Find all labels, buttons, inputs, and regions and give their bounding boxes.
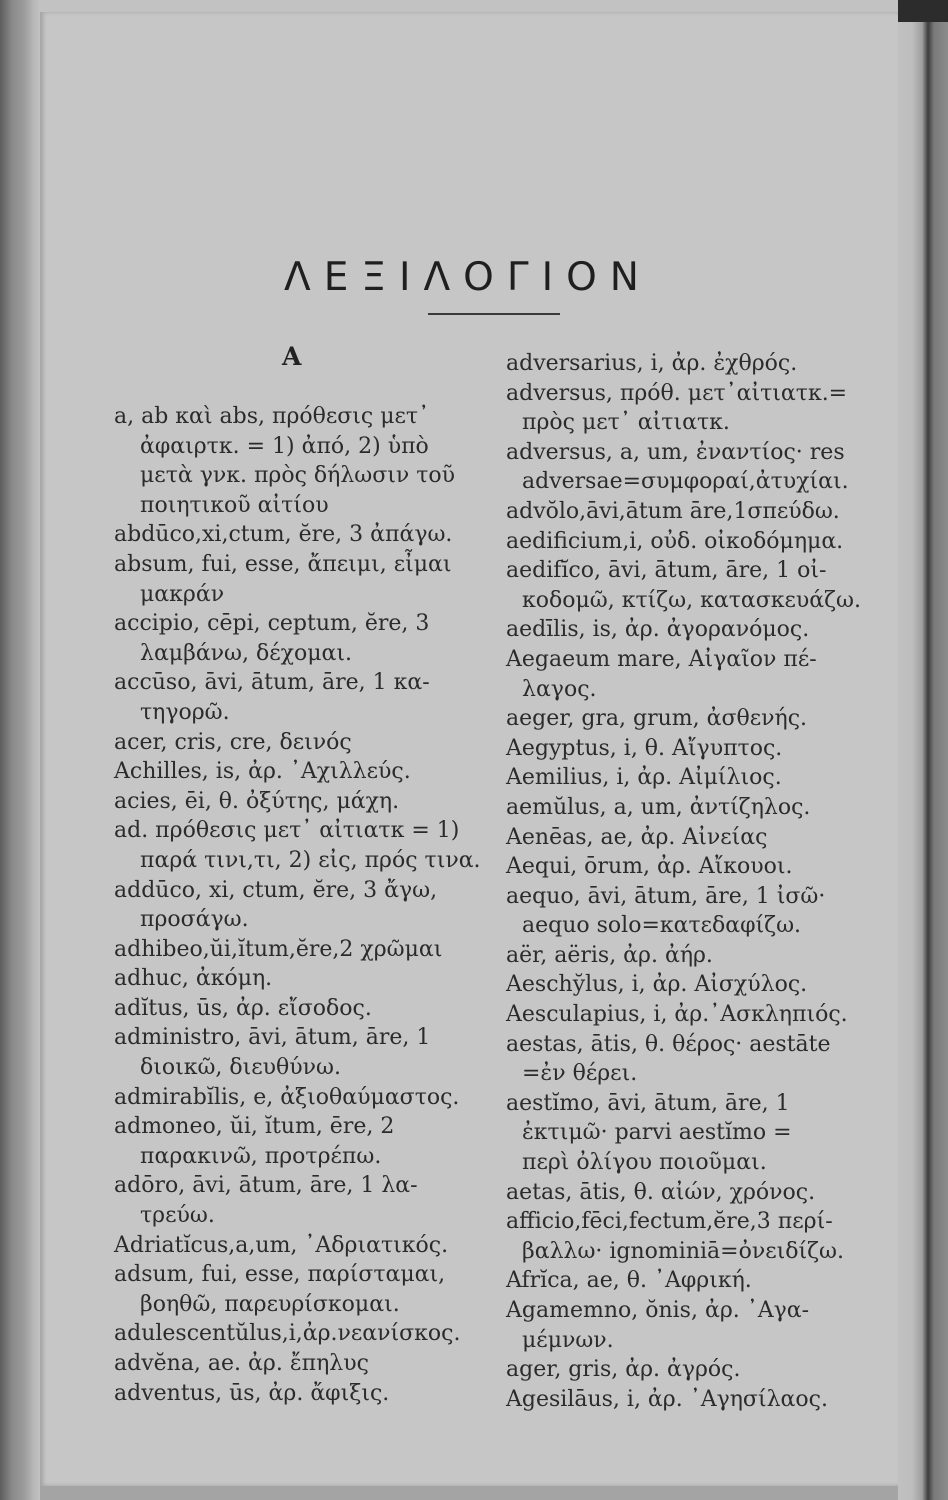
dictionary-entry	[114, 876, 480, 935]
entry-headword-line: Afrĭca, ae, θ. ᾽Αφρική.	[506, 1268, 752, 1294]
entry-headword-line: advŏlo,āvi,ātum āre,1σπεύδω.	[506, 498, 840, 524]
dictionary-entry	[506, 1296, 866, 1355]
dictionary-entry	[506, 734, 866, 764]
entry-headword-line: adĭtus, ūs, ἀρ. εἴσοδος.	[114, 995, 372, 1021]
dictionary-entry	[114, 994, 480, 1024]
entry-continuation-line: τρεύω.	[140, 1203, 215, 1229]
dictionary-entry	[114, 757, 480, 787]
left-column	[114, 402, 480, 1408]
dictionary-entry	[114, 520, 480, 550]
page-title: ΛΕΞΙΛΟΓΙΟΝ	[284, 255, 652, 300]
dictionary-entry	[114, 1231, 480, 1261]
dictionary-entry	[506, 349, 866, 379]
entry-continuation-line: λαγος.	[522, 676, 597, 702]
dictionary-entry	[114, 935, 480, 965]
entry-continuation-line: μακράν	[140, 581, 225, 607]
dictionary-entry	[114, 1349, 480, 1379]
entry-headword-line: aetas, ātis, θ. αἰών, χρόνος.	[506, 1179, 816, 1205]
dictionary-entry	[506, 823, 866, 853]
entry-headword-line: adsum, fui, esse, παρίσταμαι,	[114, 1262, 446, 1288]
entry-headword-line: Aenēas, ae, ἀρ. Αἰνείας	[506, 824, 768, 850]
dictionary-entry	[506, 497, 866, 527]
entry-continuation-line: λαμβάνω, δέχομαι.	[140, 640, 352, 666]
entry-headword-line: accipio, cēpi, ceptum, ĕre, 3	[114, 611, 430, 637]
dictionary-entry	[506, 1266, 866, 1296]
entry-headword-line: Aeschy̆lus, i, ἀρ. Αἰσχύλος.	[506, 972, 808, 998]
entry-headword-line: Aegaeum mare, Αἰγαῖον πέ-	[506, 646, 817, 672]
entry-headword-line: aedīlis, is, ἀρ. ἀγορανόμος.	[506, 617, 810, 643]
entry-headword-line: ager, gris, ἀρ. ἀγρός.	[506, 1357, 741, 1383]
dictionary-entry	[506, 1030, 866, 1089]
dictionary-entry	[506, 438, 866, 497]
entry-headword-line: aestĭmo, āvi, ātum, āre, 1	[506, 1090, 790, 1116]
dictionary-entry	[114, 668, 480, 727]
entry-headword-line: adventus, ūs, ἀρ. ἄφιξις.	[114, 1380, 390, 1406]
dictionary-entry	[506, 704, 866, 734]
dictionary-entry	[506, 615, 866, 645]
dictionary-entry	[506, 1000, 866, 1030]
dictionary-entry	[506, 1089, 866, 1178]
entry-headword-line: aemŭlus, a, um, ἀντίζηλος.	[506, 794, 811, 820]
entry-headword-line: ad. πρόθεσις μετ᾽ αἰτιατκ = 1)	[114, 818, 460, 844]
entry-headword-line: accūso, āvi, ātum, āre, 1 κα-	[114, 670, 430, 696]
entry-headword-line: Aemilius, i, ἀρ. Αἰμίλιος.	[506, 765, 782, 791]
dictionary-entry	[506, 1385, 866, 1415]
entry-continuation-line: ἐκτιμῶ· parvi aestĭmo =	[522, 1120, 792, 1146]
entry-continuation-line: προσάγω.	[140, 907, 249, 933]
scan-corner	[898, 0, 948, 22]
entry-headword-line: adulescentŭlus,i,ἀρ.νεανίσκος.	[114, 1321, 461, 1347]
entry-continuation-line: παρακινῶ, προτρέπω.	[140, 1143, 382, 1169]
entry-headword-line: Agesilāus, i, ἀρ. ᾽Αγησίλαος.	[506, 1386, 828, 1412]
dictionary-entry	[506, 970, 866, 1000]
entry-headword-line: Aesculapius, i, ἀρ.᾽Ασκληπιός.	[506, 1002, 848, 1028]
entry-continuation-line: διοικῶ, διευθύνω.	[140, 1055, 341, 1081]
dictionary-entry	[114, 787, 480, 817]
dictionary-entry	[114, 1379, 480, 1409]
entry-headword-line: aedificium,i, οὐδ. οἰκοδόμημα.	[506, 528, 844, 554]
section-letter: A	[282, 342, 302, 371]
entry-continuation-line: πρὸς μετ᾽ αἰτιατκ.	[522, 410, 730, 436]
title-underline	[428, 313, 560, 315]
dictionary-entry	[114, 1260, 480, 1319]
entry-continuation-line: περὶ ὀλίγου ποιοῦμαι.	[522, 1150, 767, 1176]
entry-continuation-line: adversae=συμφοραί,ἀτυχίαι.	[522, 469, 849, 495]
entry-continuation-line: βοηθῶ, παρευρίσκομαι.	[140, 1291, 400, 1317]
entry-headword-line: abdūco,xi,ctum, ĕre, 3 ἀπάγω.	[114, 522, 453, 548]
dictionary-entry	[506, 852, 866, 882]
dictionary-entry	[114, 1171, 480, 1230]
entry-headword-line: aeger, gra, grum, ἀσθενής.	[506, 706, 808, 732]
entry-headword-line: adversarius, i, ἀρ. ἐχθρός.	[506, 351, 798, 376]
entry-headword-line: afficio,fēci,fectum,ĕre,3 περί-	[506, 1209, 833, 1235]
entry-continuation-line: βαλλω· ignominiā=ὀνειδίζω.	[522, 1238, 844, 1264]
dictionary-entry	[114, 728, 480, 758]
entry-headword-line: administro, āvi, ātum, āre, 1	[114, 1025, 431, 1051]
entry-headword-line: adhuc, ἀκόμη.	[114, 966, 273, 992]
dictionary-entry	[506, 527, 866, 557]
entry-headword-line: acies, ēi, θ. ὀξύτης, μάχη.	[114, 788, 400, 814]
entry-continuation-line: μέμνων.	[522, 1327, 614, 1353]
entry-headword-line: Achilles, is, ἀρ. ᾽Αχιλλεύς.	[114, 759, 411, 785]
entry-headword-line: addūco, xi, ctum, ĕre, 3 ἄγω,	[114, 877, 438, 903]
dictionary-entry	[506, 941, 866, 971]
entry-headword-line: aequo, āvi, ātum, āre, 1 ἰσῶ·	[506, 883, 826, 909]
entry-continuation-line: =ἐν θέρει.	[522, 1061, 638, 1087]
entry-headword-line: adversus, a, um, ἐναντίος· res	[506, 439, 845, 465]
dictionary-entry	[506, 379, 866, 438]
entry-continuation-line: τηγορῶ.	[140, 699, 230, 725]
entry-continuation-line: παρά τινι,τι, 2) εἰς, πρός τινα.	[140, 847, 481, 873]
entry-headword-line: aër, aëris, ἀρ. ἀήρ.	[506, 942, 713, 968]
entry-continuation-line: μετὰ γνκ. πρὸς δήλωσιν τοῦ	[140, 463, 456, 489]
dictionary-entry	[114, 964, 480, 994]
entry-headword-line: Agamemno, ŏnis, ἀρ. ᾽Αγα-	[506, 1298, 810, 1323]
dictionary-entry	[114, 816, 480, 875]
entry-headword-line: adōro, āvi, ātum, āre, 1 λα-	[114, 1173, 418, 1199]
dictionary-entry	[114, 1083, 480, 1113]
entry-headword-line: a, ab καὶ abs, πρόθεσις μετ᾽	[114, 404, 430, 429]
entry-continuation-line: κοδομῶ, κτίζω, κατασκευάζω.	[522, 587, 861, 613]
entry-headword-line: aestas, ātis, θ. θέρος· aestāte	[506, 1031, 831, 1057]
entry-headword-line: Aegyptus, i, θ. Αἴγυπτος.	[506, 735, 783, 761]
entry-continuation-line: aequo solo=κατεδαφίζω.	[522, 913, 802, 939]
dictionary-entry	[114, 550, 480, 609]
page-bottom-edge	[40, 1486, 898, 1500]
dictionary-entry	[506, 882, 866, 941]
dictionary-entry	[506, 793, 866, 823]
dictionary-entry	[114, 609, 480, 668]
adjacent-page-edge	[898, 0, 948, 1500]
dictionary-entry	[506, 1178, 866, 1208]
entry-headword-line: acer, cris, cre, δεινός	[114, 729, 352, 755]
entry-headword-line: adversus, πρόθ. μετ᾽αἰτιατκ.=	[506, 380, 848, 406]
dictionary-entry	[506, 645, 866, 704]
entry-headword-line: admirabĭlis, e, ἀξιοθαύμαστος.	[114, 1084, 460, 1110]
entry-headword-line: adhibeo,ŭi,ĭtum,ĕre,2 χρῶμαι	[114, 936, 443, 962]
dictionary-entry	[114, 1319, 480, 1349]
dictionary-entry	[506, 763, 866, 793]
entry-headword-line: absum, fui, esse, ἄπειμι, εἶμαι	[114, 551, 452, 577]
entry-headword-line: Adriatĭcus,a,um, ᾽Αδριατικός.	[114, 1232, 449, 1258]
right-column	[506, 349, 866, 1414]
entry-headword-line: admoneo, ŭi, ĭtum, ēre, 2	[114, 1114, 395, 1140]
dictionary-entry	[114, 402, 480, 520]
entry-headword-line: advĕna, ae. ἀρ. ἔπηλυς	[114, 1351, 369, 1376]
dictionary-entry	[114, 1112, 480, 1171]
dictionary-entry	[506, 556, 866, 615]
entry-continuation-line: ἀφαιρτκ. = 1) ἀπό, 2) ὑπὸ	[140, 433, 429, 459]
entry-headword-line: Aequi, ōrum, ἀρ. Αἴκουοι.	[506, 854, 793, 880]
dictionary-entry	[506, 1207, 866, 1266]
entry-headword-line: aedifĭco, āvi, ātum, āre, 1 οἰ-	[506, 558, 827, 584]
dictionary-entry	[114, 1023, 480, 1082]
entry-continuation-line: ποιητικοῦ αἰτίου	[140, 492, 329, 518]
dictionary-entry	[506, 1355, 866, 1385]
